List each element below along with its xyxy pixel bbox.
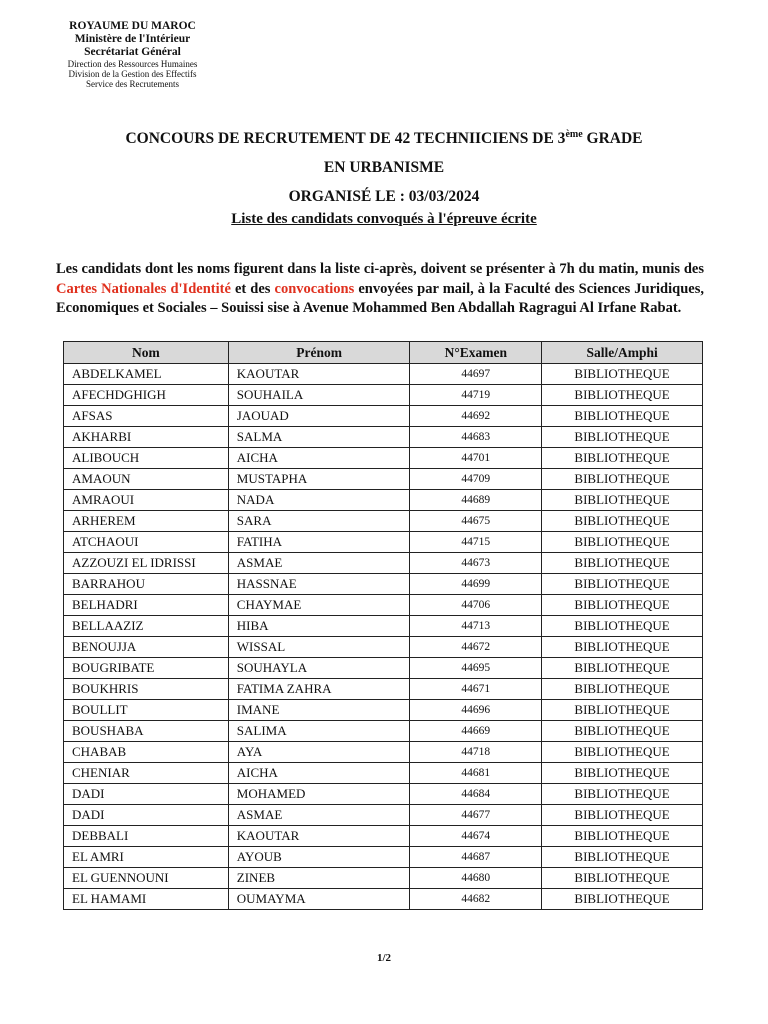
nom-cell: EL GUENNOUNI xyxy=(64,868,229,889)
table-row xyxy=(64,763,703,784)
examen-cell: 44682 xyxy=(410,889,542,910)
table-row xyxy=(64,616,703,637)
prenom-cell: ASMAE xyxy=(228,805,410,826)
examen-cell: 44709 xyxy=(410,469,542,490)
prenom-cell: CHAYMAE xyxy=(228,595,410,616)
id-cards-highlight: Cartes Nationales d'Identité xyxy=(56,280,231,297)
prenom-cell: OUMAYMA xyxy=(228,889,410,910)
header-nom: Nom xyxy=(64,342,229,364)
table-row xyxy=(64,532,703,553)
table-row xyxy=(64,553,703,574)
table-row xyxy=(64,490,703,511)
table-row xyxy=(64,574,703,595)
nom-cell: CHENIAR xyxy=(64,763,229,784)
nom-cell: BELLAAZIZ xyxy=(64,616,229,637)
nom-cell: BOUSHABA xyxy=(64,721,229,742)
ministry-label: Ministère de l'Intérieur xyxy=(74,32,191,45)
table-row xyxy=(64,448,703,469)
prenom-cell: HASSNAE xyxy=(228,574,410,595)
salle-cell: BIBLIOTHEQUE xyxy=(542,385,703,406)
table-header-row xyxy=(64,342,703,364)
table-row xyxy=(64,721,703,742)
header-prenom: Prénom xyxy=(228,342,410,364)
nom-cell: ARHEREM xyxy=(64,511,229,532)
table-row xyxy=(64,679,703,700)
salle-cell: BIBLIOTHEQUE xyxy=(542,637,703,658)
table-row xyxy=(64,784,703,805)
nom-cell: BELHADRI xyxy=(64,595,229,616)
header-salle: Salle/Amphi xyxy=(542,342,703,364)
examen-cell: 44689 xyxy=(410,490,542,511)
salle-cell: BIBLIOTHEQUE xyxy=(542,553,703,574)
examen-cell: 44687 xyxy=(410,847,542,868)
examen-cell: 44680 xyxy=(410,868,542,889)
salle-cell: BIBLIOTHEQUE xyxy=(542,721,703,742)
examen-cell: 44706 xyxy=(410,595,542,616)
nom-cell: BENOUJJA xyxy=(64,637,229,658)
table-row xyxy=(64,847,703,868)
nom-cell: EL AMRI xyxy=(64,847,229,868)
salle-cell: BIBLIOTHEQUE xyxy=(542,868,703,889)
salle-cell: BIBLIOTHEQUE xyxy=(542,847,703,868)
table-row xyxy=(64,889,703,910)
nom-cell: AFSAS xyxy=(64,406,229,427)
salle-cell: BIBLIOTHEQUE xyxy=(542,826,703,847)
prenom-cell: FATIHA xyxy=(228,532,410,553)
prenom-cell: WISSAL xyxy=(228,637,410,658)
intro-paragraph: Les candidats dont les noms figurent dans la liste ci-après, doivent se présenter à 7h du matin, munis des Cartes Nationales d'Identité et des convocations envoyées par mail, à la Faculté des Sciences Juridiques, Economiques et Sociales – Souissi sise à Avenue Mohammed Ben Abdallah Ragragui Al Irfane Rabat. xyxy=(56,261,704,316)
examen-cell: 44697 xyxy=(410,364,542,385)
salle-cell: BIBLIOTHEQUE xyxy=(542,616,703,637)
salle-cell: BIBLIOTHEQUE xyxy=(542,763,703,784)
examen-cell: 44671 xyxy=(410,679,542,700)
nom-cell: DADI xyxy=(64,784,229,805)
examen-cell: 44683 xyxy=(410,427,542,448)
secretariat-label: Secrétariat Général xyxy=(84,45,181,58)
page-number: 1/2 xyxy=(376,952,392,964)
examen-cell: 44715 xyxy=(410,532,542,553)
service-label: Service des Recrutements xyxy=(86,78,179,89)
table-row xyxy=(64,637,703,658)
nom-cell: BOUKHRIS xyxy=(64,679,229,700)
table-row xyxy=(64,805,703,826)
prenom-cell: SARA xyxy=(228,511,410,532)
nom-cell: DEBBALI xyxy=(64,826,229,847)
table-row xyxy=(64,700,703,721)
nom-cell: EL HAMAMI xyxy=(64,889,229,910)
table-row xyxy=(64,595,703,616)
examen-cell: 44701 xyxy=(410,448,542,469)
examen-cell: 44718 xyxy=(410,742,542,763)
prenom-cell: IMANE xyxy=(228,700,410,721)
salle-cell: BIBLIOTHEQUE xyxy=(542,574,703,595)
salle-cell: BIBLIOTHEQUE xyxy=(542,532,703,553)
examen-cell: 44677 xyxy=(410,805,542,826)
letterhead xyxy=(40,20,225,89)
nom-cell: CHABAB xyxy=(64,742,229,763)
salle-cell: BIBLIOTHEQUE xyxy=(542,805,703,826)
table-row xyxy=(64,385,703,406)
examen-cell: 44674 xyxy=(410,826,542,847)
nom-cell: AMAOUN xyxy=(64,469,229,490)
prenom-cell: SOUHAILA xyxy=(228,385,410,406)
table-row xyxy=(64,364,703,385)
prenom-cell: ZINEB xyxy=(228,868,410,889)
nom-cell: BOULLIT xyxy=(64,700,229,721)
prenom-cell: SOUHAYLA xyxy=(228,658,410,679)
prenom-cell: MUSTAPHA xyxy=(228,469,410,490)
prenom-cell: KAOUTAR xyxy=(228,364,410,385)
salle-cell: BIBLIOTHEQUE xyxy=(542,490,703,511)
examen-cell: 44675 xyxy=(410,511,542,532)
table-row xyxy=(64,742,703,763)
prenom-cell: ASMAE xyxy=(228,553,410,574)
prenom-cell: NADA xyxy=(228,490,410,511)
prenom-cell: MOHAMED xyxy=(228,784,410,805)
kingdom-label: ROYAUME DU MAROC xyxy=(69,20,196,32)
nom-cell: AMRAOUI xyxy=(64,490,229,511)
prenom-cell: AICHA xyxy=(228,448,410,469)
table-row xyxy=(64,511,703,532)
division-label: Division de la Gestion des Effectifs xyxy=(68,68,197,79)
table-row xyxy=(64,868,703,889)
title-line-3: ORGANISÉ LE : 03/03/2024 xyxy=(288,188,480,206)
header-examen: N°Examen xyxy=(410,342,542,364)
prenom-cell: KAOUTAR xyxy=(228,826,410,847)
nom-cell: ABDELKAMEL xyxy=(64,364,229,385)
nom-cell: AFECHDGHIGH xyxy=(64,385,229,406)
prenom-cell: SALMA xyxy=(228,427,410,448)
prenom-cell: FATIMA ZAHRA xyxy=(228,679,410,700)
examen-cell: 44681 xyxy=(410,763,542,784)
nom-cell: AKHARBI xyxy=(64,427,229,448)
prenom-cell: SALIMA xyxy=(228,721,410,742)
table-row xyxy=(64,658,703,679)
examen-cell: 44672 xyxy=(410,637,542,658)
salle-cell: BIBLIOTHEQUE xyxy=(542,742,703,763)
convocations-highlight: convocations xyxy=(274,280,355,297)
salle-cell: BIBLIOTHEQUE xyxy=(542,406,703,427)
salle-cell: BIBLIOTHEQUE xyxy=(542,469,703,490)
salle-cell: BIBLIOTHEQUE xyxy=(542,511,703,532)
examen-cell: 44696 xyxy=(410,700,542,721)
examen-cell: 44695 xyxy=(410,658,542,679)
nom-cell: ALIBOUCH xyxy=(64,448,229,469)
prenom-cell: AICHA xyxy=(228,763,410,784)
title-line-1: CONCOURS DE RECRUTEMENT DE 42 TECHNIICIENS DE 3ème GRADE xyxy=(125,129,643,148)
salle-cell: BIBLIOTHEQUE xyxy=(542,595,703,616)
nom-cell: BOUGRIBATE xyxy=(64,658,229,679)
nom-cell: DADI xyxy=(64,805,229,826)
examen-cell: 44713 xyxy=(410,616,542,637)
table-row xyxy=(64,826,703,847)
candidates-table xyxy=(63,341,703,910)
prenom-cell: AYOUB xyxy=(228,847,410,868)
salle-cell: BIBLIOTHEQUE xyxy=(542,427,703,448)
list-subtitle: Liste des candidats convoqués à l'épreuve écrite xyxy=(231,211,537,227)
document-title xyxy=(0,120,768,211)
nom-cell: ATCHAOUI xyxy=(64,532,229,553)
salle-cell: BIBLIOTHEQUE xyxy=(542,889,703,910)
nom-cell: AZZOUZI EL IDRISSI xyxy=(64,553,229,574)
salle-cell: BIBLIOTHEQUE xyxy=(542,364,703,385)
nom-cell: BARRAHOU xyxy=(64,574,229,595)
prenom-cell: AYA xyxy=(228,742,410,763)
salle-cell: BIBLIOTHEQUE xyxy=(542,700,703,721)
table-row xyxy=(64,427,703,448)
examen-cell: 44719 xyxy=(410,385,542,406)
table-row xyxy=(64,469,703,490)
salle-cell: BIBLIOTHEQUE xyxy=(542,448,703,469)
examen-cell: 44684 xyxy=(410,784,542,805)
salle-cell: BIBLIOTHEQUE xyxy=(542,784,703,805)
examen-cell: 44673 xyxy=(410,553,542,574)
direction-label: Direction des Ressources Humaines xyxy=(67,58,198,69)
examen-cell: 44692 xyxy=(410,406,542,427)
title-line-2: EN URBANISME xyxy=(323,159,445,177)
prenom-cell: JAOUAD xyxy=(228,406,410,427)
salle-cell: BIBLIOTHEQUE xyxy=(542,658,703,679)
salle-cell: BIBLIOTHEQUE xyxy=(542,679,703,700)
table-row xyxy=(64,406,703,427)
prenom-cell: HIBA xyxy=(228,616,410,637)
examen-cell: 44669 xyxy=(410,721,542,742)
examen-cell: 44699 xyxy=(410,574,542,595)
